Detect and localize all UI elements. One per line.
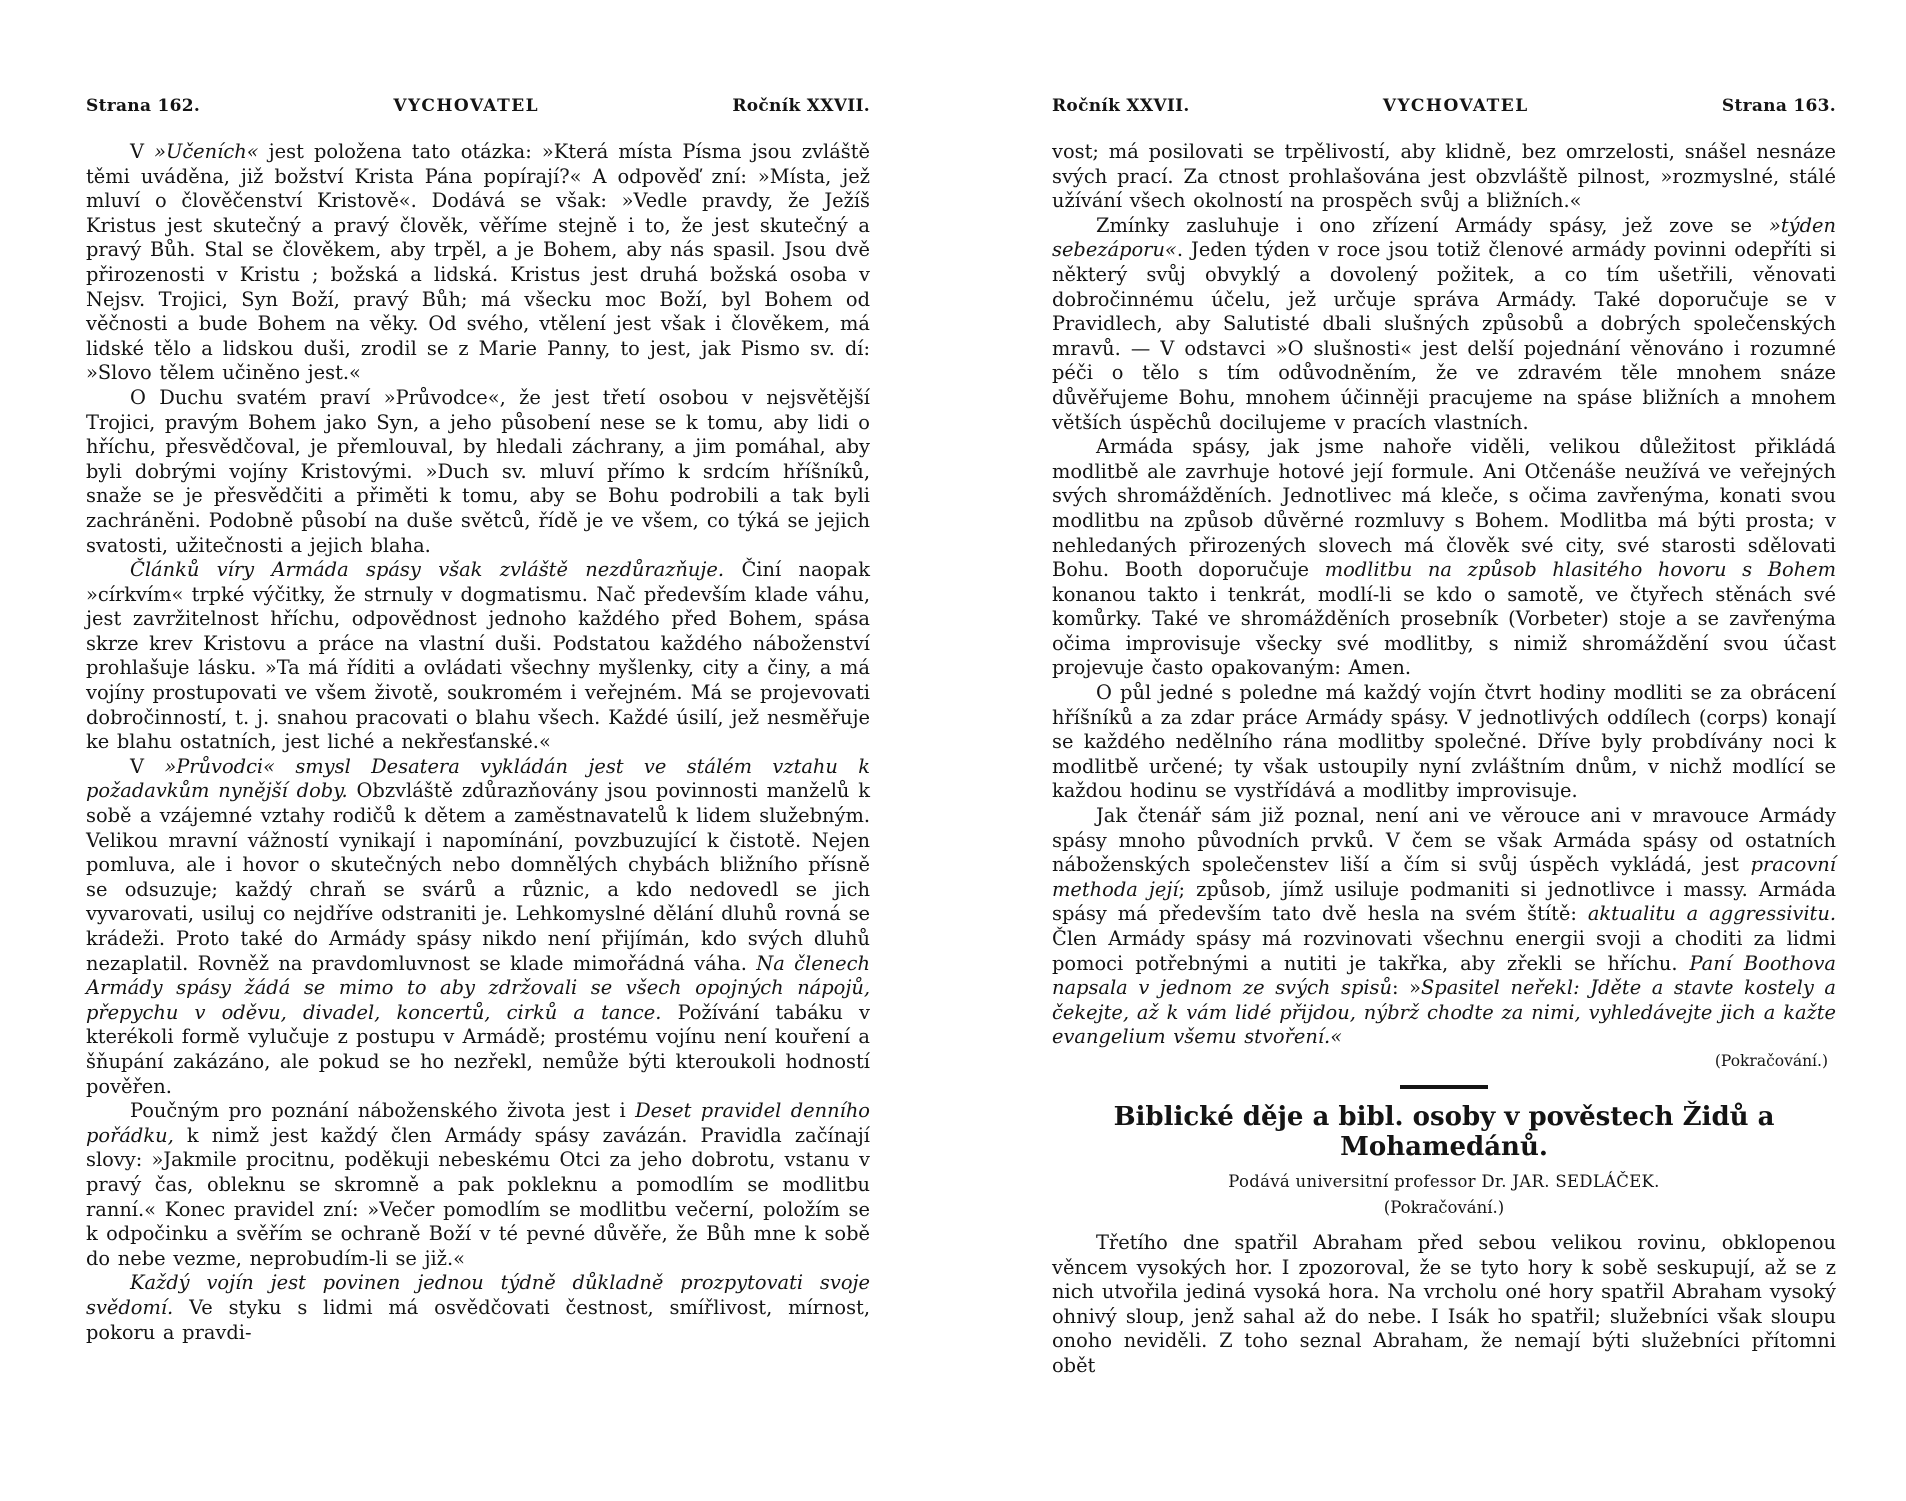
text-run: Činí naopak »církvím« trpké výčitky, že strnuly v dogmatismu. Nač především klade váhu, jest zavržitelnost hříchu, odpovědnost jednoho každého před Bohem, spása skrze krev Kristovu a práce na vlastní duši. Podstatou každého náboženství prohlašuje lásku. »Ta má říditi a ovládati všechny myšlenky, city a činy, a má vojíny prostupovati ve všem životě, soukromém i veřejném. Má se projevovati dobročinností, t. j. snahou pracovati o blahu všech. Každé úsilí, jež nesměřuje ke blahu ostatních, jest liché a nekřesťanské.« xyxy=(86,558,870,754)
text-run: . Jeden týden v roce jsou totiž členové armády povinni odepříti si některý svůj obvyklý a dovolený požitek, a co tím ušetřili, věnovati dobročinnému účelu, jež určuje správa Armády. Také doporučuje se v Pravidlech, aby Salutisté dbali slušných způsobů a dobrých společenských mravů. — V odstavci »O slušnosti« jest delší pojednání věnováno i rozumné péči o tělo s tím odůvodněním, že ve zdravém těle mnohem snáze důvěřujeme Bohu, mnohem účinněji pracujeme na spáse bližních a mnohem větších úspěchů docilujeme v pracích vlastních. xyxy=(1052,238,1836,434)
emphasized-text-run: Paní Boothova napsala v jednom ze svých spisů xyxy=(1052,951,1836,1000)
emphasized-text-run: »týden sebezáporu« xyxy=(1052,213,1836,262)
text-run: V xyxy=(130,140,155,163)
article-body xyxy=(1052,1231,1836,1379)
page-number: Strana 163. xyxy=(1721,96,1836,116)
paragraph xyxy=(1052,214,1836,435)
text-run: k nimž jest každý člen Armády spásy zavázán. Pravidla začínají slovy: »Jakmile procitnu, poděkuji nebeskému Otci za jeho dobrotu, vstanu v pravý čas, obleknu se skromně a pak pokleknu a pomodlím se modlitbu ranní.« Konec pravidel zní: »Večer pomodlím se modlitbu večerní, položím se k odpočinku a svěřím se ochraně Boží v té pevné důvěře, že Bůh mne k sobě do nebe vezme, neprobudím-li se již.« xyxy=(86,1123,870,1270)
text-run: Armáda spásy, jak jsme nahoře viděli, velikou důležitost přikládá modlitbě ale zavrhuje hotové její formule. Ani Otčenáše neužívá ve veřejných svých shromážděních. Jednotlivec má kleče, s očima zavřenýma, konati svou modlitbu na způsob důvěrné rozmluvy s Bohem. Modlitba má býti prosta; v nehledaných přirozených slovech má člověk své city, své starosti sdělovati Bohu. Booth doporučuje xyxy=(1052,435,1836,582)
left-page-body xyxy=(86,140,870,1345)
left-page xyxy=(86,96,870,1345)
journal-title: VYCHOVATEL xyxy=(393,96,540,116)
emphasized-text-run: Každý vojín jest povinen jednou týdně důkladně prozpytovati svoje svědomí. xyxy=(86,1271,870,1319)
emphasized-text-run: Deset pravidel denního pořádku, xyxy=(86,1099,870,1147)
text-run: Jak čtenář sám již poznal, není ani ve věrouce ani v mravouce Armády spásy mnoho původních prvků. V čem se však Armáda spásy od ostatních náboženských společenstev liší a čím si svůj úspěch vykládá, jest xyxy=(1052,804,1836,877)
paragraph xyxy=(86,1099,870,1271)
paragraph xyxy=(1052,681,1836,804)
text-run: jest položena tato otázka: »Která místa Písma jsou zvláště těmi uváděna, již božství Krista Pána popírají?« A odpověď zní: »Místa, jež mluví o člověčenství Kristově«. Dodává se však: »Vedle pravdy, že Ježíš Kristus jest skutečný a pravý člověk, věříme stejně i to, že jest skutečný a pravý Bůh. Stal se člověkem, aby trpěl, a je Bohem, aby nás spasil. Jsou dvě přirozenosti v Kristu ; božská a lidská. Kristus jest druhá božská osoba v Nejsv. Trojici, Syn Boží, pravý Bůh; má všecku moc Boží, byl Bohem od věčnosti a bude Bohem na věky. Od svého, vtělení jest však i člověkem, má lidské tělo a lidskou duši, zrodil se z Marie Panny, to jest, jak Pismo sv. dí: »Slovo tělem učiněno jest.« xyxy=(86,140,871,385)
volume-label: Ročník XXVII. xyxy=(1052,96,1190,116)
text-run: Poučným pro poznání náboženského života jest i xyxy=(130,1099,636,1123)
text-run: Požívání tabáku v kterékoli formě vylučuje z postupu v Armádě; prostému vojínu není kouření a šňupání zakázáno, ale pokud se ho nezřekl, nemůže býti kteroukoli hodností pověřen. xyxy=(86,1000,870,1098)
emphasized-text-run: pracovní methoda její xyxy=(1052,853,1836,901)
text-run: konanou takto i tenkrát, modlí-li se kdo o samotě, ve čtyřech stěnách své komůrky. Také ve shromážděních prosebník (Vorbeter) stoje a se zavřenýma očima improvisuje všecky své modlitby, s nimiž shromáždění svou účast projevuje často opakovaným: Amen. xyxy=(1052,582,1836,680)
emphasized-text-run: »Průvodci« smysl Desatera vykládán jest ve stálém vztahu k požadavkům nynější doby. xyxy=(86,754,870,803)
paragraph xyxy=(86,755,870,1099)
text-run: : » xyxy=(1392,976,1421,1000)
paragraph xyxy=(1052,1231,1836,1379)
section-divider xyxy=(1400,1085,1488,1089)
emphasized-text-run: »Učeních« xyxy=(154,140,259,163)
text-run: vost; má posilovati se trpělivostí, aby klidně, bez omrzelosti, snášel nesnáze svých prací. Za ctnost prohlašována jest obzvláště pilnost, »rozmyslné, stálé užívání všech okolností na prospěch svůj a bližních.« xyxy=(1052,140,1836,213)
emphasized-text-run: Na členech Armády spásy žádá se mimo to aby zdržovali se všech opojných nápojů, přepychu v oděvu, divadel, koncertů, cirků a tance. xyxy=(86,951,870,1024)
text-run: O Duchu svatém praví »Průvodce«, že jest třetí osobou v nejsvětější Trojici, pravým Bohem jako Syn, a jeho působení nese se k tomu, aby lidi o hříchu, přesvědčoval, je přemlouval, by hledali záchrany, a jim pomáhal, aby byli dobrými vojíny Kristovými. »Duch sv. mluví přímo k srdcím hříšníků, snaže se je přesvědčiti a přiměti k tomu, aby se Bohu podrobili a tak byli zachráněni. Podobně působí na duše světců, řídě je ve všem, co týká se jejich svatosti, užitečnosti a jejich blaha. xyxy=(86,385,870,557)
emphasized-text-run: Článků víry Armáda spásy však zvláště nezdůrazňuje. xyxy=(130,558,725,582)
paragraph xyxy=(86,558,870,755)
paragraph xyxy=(86,140,870,386)
text-run: Zmínky zasluhuje i ono zřízení Armády spásy, jež zove se xyxy=(1096,213,1769,237)
page-header xyxy=(1052,96,1836,116)
page-number: Strana 162. xyxy=(86,96,201,116)
continuation-note: (Pokračování.) xyxy=(1714,1051,1828,1070)
paragraph xyxy=(86,386,870,558)
article-byline: Podává universitní professor Dr. JAR. SEDLÁČEK. xyxy=(1228,1171,1660,1191)
paragraph xyxy=(1052,804,1836,1050)
article-title: Biblické děje a bibl. osoby v pověstech Židů a Mohamedánů. xyxy=(1113,1101,1775,1162)
article-continuation-label: (Pokračování.) xyxy=(1383,1197,1505,1217)
paragraph xyxy=(1052,140,1836,214)
emphasized-text-run: aktualitu a aggressivitu. xyxy=(1587,902,1836,926)
right-page-body xyxy=(1052,140,1836,1050)
text-run: Ve styku s lidmi má osvědčovati čestnost, smířlivost, mírnost, pokoru a pravdi- xyxy=(86,1295,870,1344)
emphasized-text-run: modlitbu na způsob hlasitého hovoru s Bohem xyxy=(1324,558,1836,582)
text-run: Třetího dne spatřil Abraham před sebou velikou rovinu, obklopenou věncem vysokých hor. I zpozoroval, že se tyto hory k sobě seskupují, až se z nich utvořila jediná vysoká hora. Na vrcholu oné hory spatřil Abraham vysoký ohnivý sloup, jenž sahal až do nebe. I Isák ho spatřil; služebníci však sloupu onoho neviděli. Z toho seznal Abraham, že nemají býti služebníci přítomni obět xyxy=(1052,1230,1836,1377)
text-run: ; způsob, jímž usiluje podmaniti si jednotlivce i massy. Armáda spásy má především tato dvě hesla na svém štítě: xyxy=(1052,877,1837,926)
journal-title: VYCHOVATEL xyxy=(1382,96,1529,116)
page-header xyxy=(86,96,870,116)
text-run: Obzvláště zdůrazňovány jsou povinnosti manželů k sobě a vzájemné vztahy rodičů k dětem a zaměstnavatelů k lidem služebným. Velikou mravní vážností vynikají i napomínání, povzbuzující k čistotě. Nejen pomluva, ale i hovor o skutečných nebo domnělých chybách bližního přísně se odsuzuje; každý chraň se svárů a různic, a kdo nedovedl se jich vyvarovati, usiluj co nejdříve odstraniti je. Lehkomyslné dělání dluhů rovná se krádeži. Proto také do Armády spásy nikdo není přijímán, kdo svých dluhů nezaplatil. Rovněž na pravdomluvnost se klade mimořádná váha. xyxy=(86,779,870,975)
paragraph xyxy=(86,1271,870,1345)
right-page xyxy=(1052,96,1836,1379)
text-run: V xyxy=(130,754,165,778)
text-run: Člen Armády spásy má rozvinovati všechnu energii svoji a choditi za lidmi pomoci potřebnými a nutiti je takřka, aby zřekli se hříchu. xyxy=(1052,927,1836,975)
volume-label: Ročník XXVII. xyxy=(732,96,870,116)
text-run: O půl jedné s poledne má každý vojín čtvrt hodiny modliti se za obrácení hříšníků a za zdar práce Armády spásy. V jednotlivých oddílech (corps) konají se každého nedělního rána modlitby společné. Dříve byly probdívány noci k modlitbě určené; ty však ustoupily nyní zvláštním dnům, v nichž modlící se každou hodinu se vystřídává a modlitby improvisuje. xyxy=(1052,681,1836,803)
paragraph xyxy=(1052,435,1836,681)
emphasized-text-run: Spasitel neřekl: Jděte a stavte kostely a čekejte, až k vám lidé přijdou, nýbrž chodte za nimi, vyhledávejte jich a kažte evangelium všemu stvoření.« xyxy=(1052,976,1836,1049)
